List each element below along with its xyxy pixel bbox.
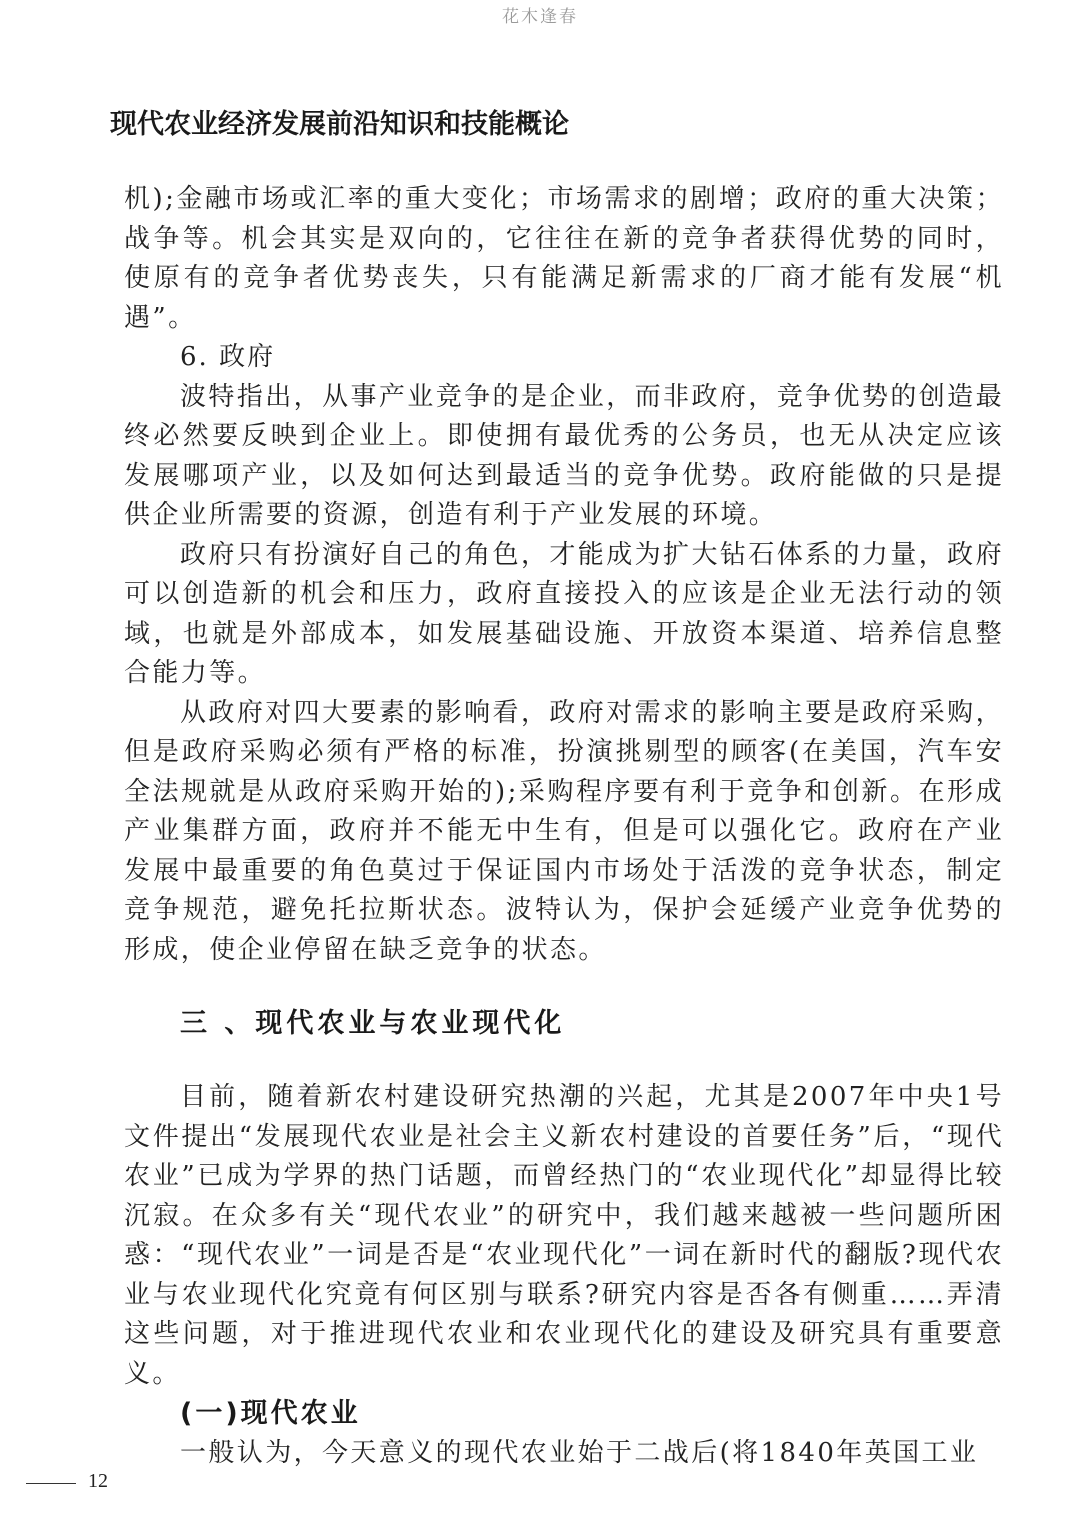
footer-rule	[26, 1483, 76, 1484]
paragraph-porter: 波特指出，从事产业竞争的是企业，而非政府，竞争优势的创造最终必然要反映到企业上。即使拥有最优秀的公务员，也无从决定应该发展哪项产业，以及如何达到最适当的竞争优势。政府能做的只是提供企业所需要的资源，创造有利于产业发展的环境。	[124, 381, 1004, 530]
paragraph-government-role: 政府只有扮演好自己的角色，才能成为扩大钻石体系的力量，政府可以创造新的机会和压力，政府直接投入的应该是企业无法行动的领域，也就是外部成本，如发展基础设施、开放资本渠道、培养信息整合能力等。	[124, 539, 1004, 688]
paragraph-continuation: 机);金融市场或汇率的重大变化；市场需求的剧增；政府的重大决策；战争等。机会其实是双向的，它往往在新的竞争者获得优势的同时，使原有的竞争者优势丧失，只有能满足新需求的厂商才能有发展“机遇”。	[124, 184, 1004, 333]
watermark: 花木逢春	[502, 7, 578, 27]
paragraph-four-factors: 从政府对四大要素的影响看，政府对需求的影响主要是政府采购，但是政府采购必须有严格的标准，扮演挑剔型的顾客(在美国，汽车安全法规就是从政府采购开始的);采购程序要有利于竞争和创新。在形成产业集群方面，政府并不能无中生有，但是可以强化它。政府在产业发展中最重要的角色莫过于保证国内市场处于活泼的竞争状态，制定竞争规范，避免托拉斯状态。波特认为，保护会延缓产业竞争优势的形成，使企业停留在缺乏竞争的状态。	[124, 697, 1004, 965]
section-heading: 三 、现代农业与农业现代化	[180, 1008, 566, 1039]
page-body	[124, 180, 1004, 1474]
paragraph-modern-agriculture: 一般认为，今天意义的现代农业始于二战后(将1840年英国工业	[180, 1438, 979, 1468]
page-number: 12	[88, 1470, 108, 1492]
subsection-heading: (一)现代农业	[180, 1398, 361, 1429]
running-head: 现代农业经济发展前沿知识和技能概论	[110, 109, 569, 140]
paragraph-intro: 目前，随着新农村建设研究热潮的兴起，尤其是2007年中央1号文件提出“发展现代农业是社会主义新农村建设的首要任务”后，“现代农业”已成为学界的热门话题，而曾经热门的“农业现代化”却显得比较沉寂。在众多有关“现代农业”的研究中，我们越来越被一些问题所困惑：“现代农业”一词是否是“农业现代化”一词在新时代的翻版?现代农业与农业现代化究竟有何区别与联系?研究内容是否各有侧重……弄清这些问题，对于推进现代农业和农业现代化的建设及研究具有重要意义。	[124, 1082, 1004, 1389]
subheading-government: 6. 政府	[180, 342, 276, 372]
